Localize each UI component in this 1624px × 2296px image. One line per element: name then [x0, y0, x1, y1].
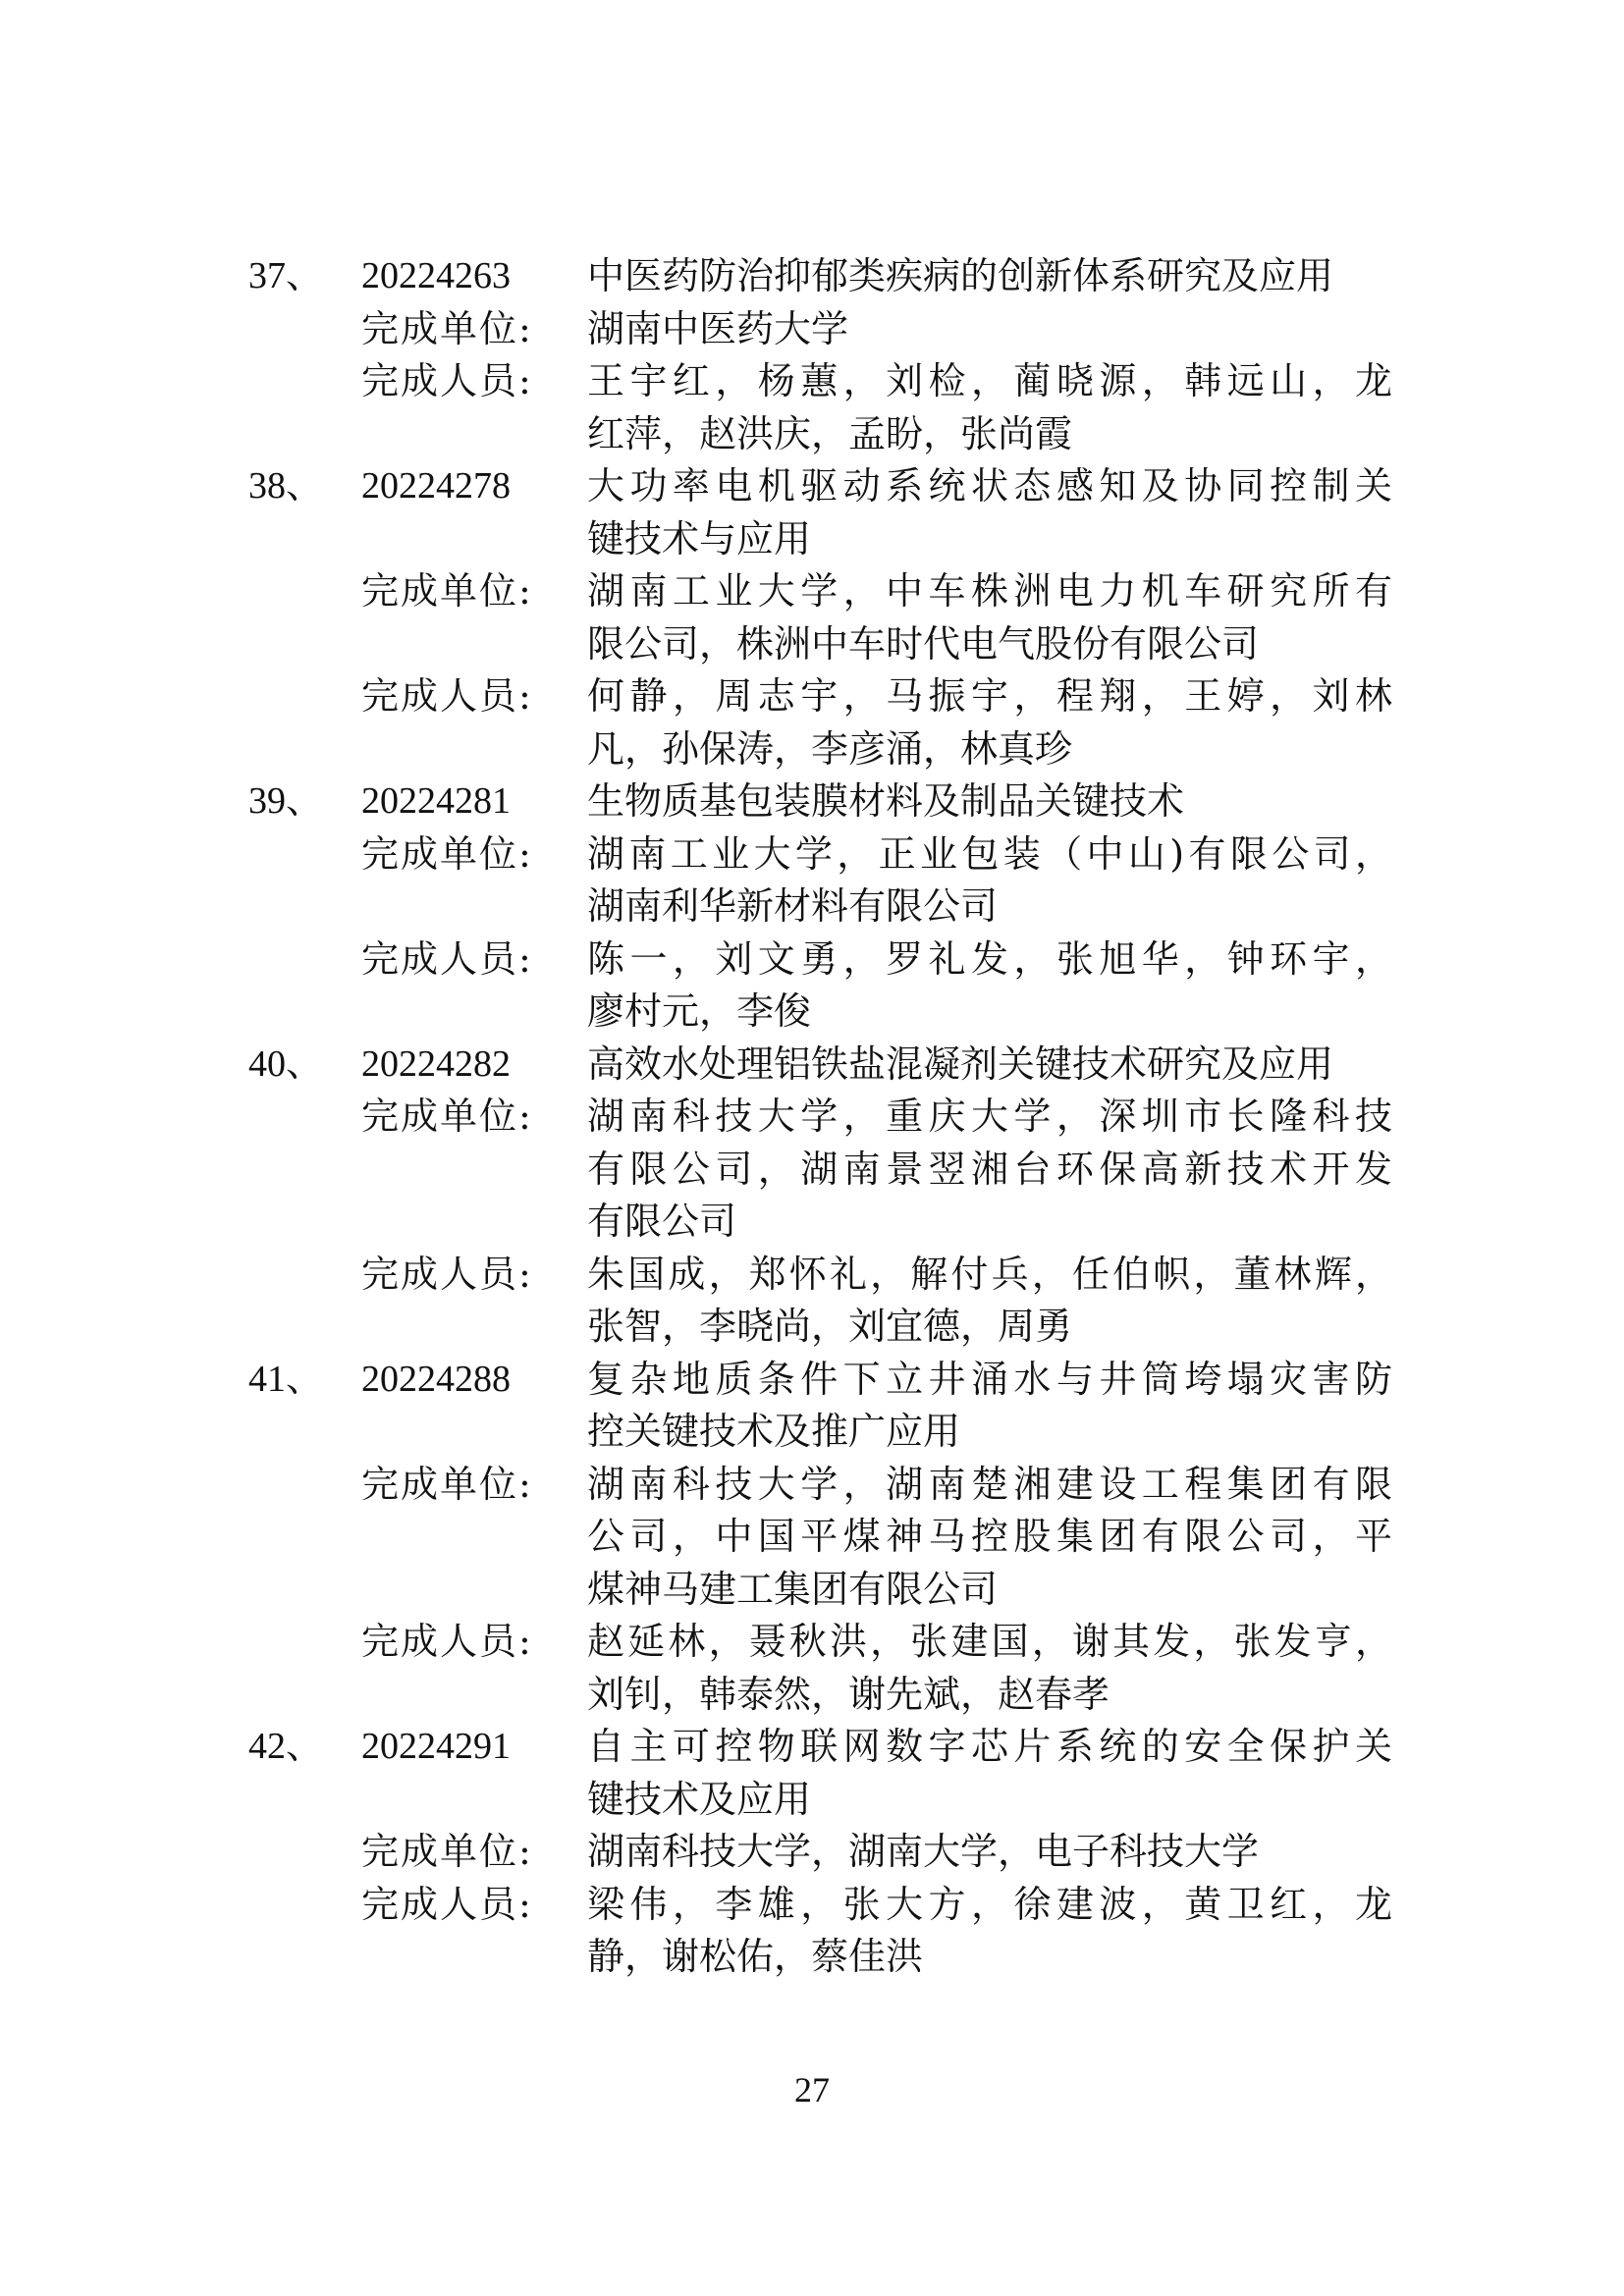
title-line	[248, 1774, 1387, 1827]
project-title: 复杂地质条件下立井涌水与井筒垮塌灾害防	[587, 1357, 1392, 1401]
completing-people: 静，谢松佑，蔡佳洪	[587, 1935, 924, 1978]
title-line	[248, 1721, 1392, 1774]
title-line	[248, 1406, 1387, 1459]
completing-people: 陈一，刘文勇，罗礼发，张旭华，钟环宇，	[587, 936, 1392, 981]
unit-line	[248, 565, 1392, 618]
completing-people: 梁伟，李雄，张大方，徐建波，黄卫红，龙	[587, 1882, 1392, 1926]
project-title: 大功率电机驱动系统状态感知及协同控制关	[587, 464, 1392, 507]
entry-number: 38、	[248, 465, 324, 507]
completing-people: 红萍，赵洪庆，孟盼，张尚霞	[587, 411, 1073, 455]
people-line	[248, 1669, 1387, 1722]
project-title: 中医药防治抑郁类疾病的创新体系研究及应用	[587, 254, 1334, 297]
title-line	[248, 250, 1387, 303]
completing-people: 王宇红，杨蕙，刘检，蔺晓源，韩远山，龙	[587, 359, 1392, 402]
completing-units: 有限公司，湖南景翌湘台环保高新技术开发	[587, 1147, 1392, 1191]
award-entry	[248, 250, 1392, 460]
unit-line	[248, 618, 1387, 671]
completing-people: 张智，李晓尚，刘宜德，周勇	[587, 1305, 1073, 1348]
people-line	[248, 1249, 1392, 1302]
unit-line	[248, 303, 1387, 356]
completing-units: 湖南工业大学，中车株洲电力机车研究所有	[587, 569, 1392, 613]
project-code: 20224288	[361, 1358, 511, 1400]
people-line	[248, 1879, 1392, 1932]
people-line	[248, 934, 1392, 987]
completing-units: 湖南工业大学，正业包装（中山)有限公司，	[587, 831, 1392, 876]
unit-label: 完成单位:	[361, 1830, 533, 1873]
completing-units: 湖南科技大学，湖南楚湘建设工程集团有限	[587, 1462, 1392, 1506]
project-code: 20224291	[361, 1726, 511, 1767]
unit-label: 完成单位:	[361, 1095, 533, 1138]
completing-people: 凡，孙保涛，李彦涌，林真珍	[587, 726, 1073, 771]
completing-people: 廖村元，李俊	[587, 989, 812, 1033]
completing-units: 有限公司	[587, 1200, 737, 1243]
award-entry	[248, 460, 1392, 775]
people-label: 完成人员:	[361, 359, 533, 402]
unit-line	[248, 1826, 1387, 1879]
completing-units: 湖南利华新材料有限公司	[587, 884, 999, 928]
completing-people: 朱国成，郑怀礼，解付兵，任伯帜，董林辉，	[587, 1252, 1392, 1296]
award-entry-list	[248, 250, 1392, 1984]
completing-units: 公司，中国平煤神马控股集团有限公司，平	[587, 1515, 1392, 1558]
completing-units: 煤神马建工集团有限公司	[587, 1567, 999, 1611]
completing-units: 湖南中医药大学	[587, 306, 849, 350]
entry-number: 39、	[248, 780, 324, 822]
completing-people: 何静，周志宇，马振宇，程翔，王婷，刘林	[587, 674, 1392, 718]
people-line	[248, 1301, 1387, 1354]
title-line	[248, 1039, 1387, 1092]
people-line	[248, 1616, 1392, 1669]
unit-line	[248, 1511, 1392, 1564]
people-line	[248, 355, 1392, 408]
unit-label: 完成单位:	[361, 569, 533, 613]
project-title: 键技术与应用	[587, 516, 812, 561]
project-code: 20224281	[361, 780, 511, 822]
people-line	[248, 723, 1387, 776]
unit-line	[248, 881, 1387, 934]
people-label: 完成人员:	[361, 1882, 533, 1926]
completing-people: 刘钊，韩泰然，谢先斌，赵春孝	[587, 1672, 1110, 1716]
people-label: 完成人员:	[361, 1620, 533, 1663]
people-label: 完成人员:	[361, 674, 533, 718]
people-line	[248, 408, 1387, 461]
unit-line	[248, 1564, 1387, 1617]
completing-units: 湖南科技大学，重庆大学，深圳市长隆科技	[587, 1095, 1392, 1138]
people-line	[248, 670, 1392, 723]
title-line	[248, 775, 1387, 828]
unit-line	[248, 1459, 1392, 1512]
entry-number: 40、	[248, 1042, 324, 1085]
project-code: 20224282	[361, 1042, 511, 1085]
title-line	[248, 1354, 1392, 1407]
entry-number: 41、	[248, 1358, 324, 1400]
people-label: 完成人员:	[361, 936, 533, 981]
unit-label: 完成单位:	[361, 306, 533, 350]
project-title: 自主可控物联网数字芯片系统的安全保护关	[587, 1725, 1392, 1768]
award-entry	[248, 1354, 1392, 1722]
project-title: 键技术及应用	[587, 1777, 812, 1821]
project-code: 20224263	[361, 255, 511, 296]
unit-line	[248, 1144, 1392, 1197]
project-code: 20224278	[361, 465, 511, 507]
completing-units: 湖南科技大学，湖南大学，电子科技大学	[587, 1830, 1260, 1873]
award-entry	[248, 1721, 1392, 1984]
unit-label: 完成单位:	[361, 831, 533, 876]
award-entry	[248, 775, 1392, 1039]
project-title: 生物质基包装膜材料及制品关键技术	[587, 779, 1185, 823]
entry-number: 37、	[248, 255, 324, 296]
unit-line	[248, 1091, 1392, 1144]
title-line	[248, 513, 1387, 566]
people-label: 完成人员:	[361, 1252, 533, 1296]
completing-units: 限公司，株洲中车时代电气股份有限公司	[587, 621, 1260, 666]
unit-line	[248, 1196, 1387, 1249]
unit-line	[248, 828, 1392, 881]
people-line	[248, 986, 1387, 1039]
entry-number: 42、	[248, 1726, 324, 1767]
project-title: 控关键技术及推广应用	[587, 1410, 961, 1453]
award-entry	[248, 1039, 1392, 1354]
people-line	[248, 1931, 1387, 1984]
unit-label: 完成单位:	[361, 1462, 533, 1506]
project-title: 高效水处理铝铁盐混凝剂关键技术研究及应用	[587, 1041, 1334, 1086]
page-number: 27	[794, 2070, 830, 2109]
title-line	[248, 460, 1392, 513]
completing-people: 赵延林，聂秋洪，张建国，谢其发，张发亨，	[587, 1620, 1392, 1663]
